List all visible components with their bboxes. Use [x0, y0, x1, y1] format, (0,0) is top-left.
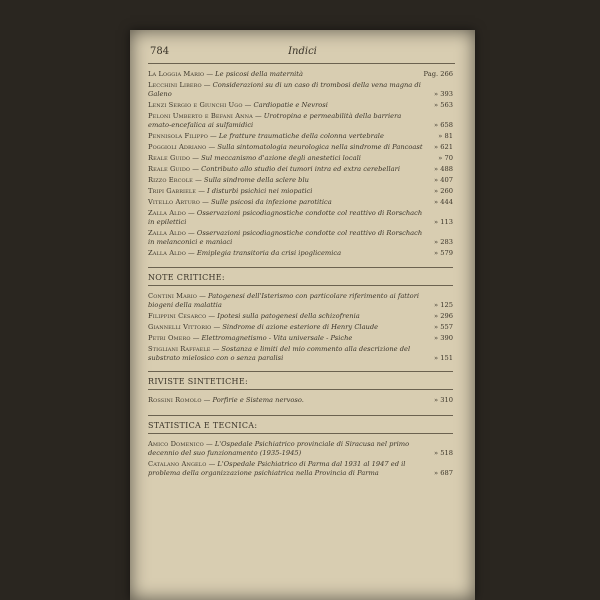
running-title: Indici: [288, 46, 317, 57]
entry-page-number: » 563: [434, 101, 453, 109]
index-group-note-critiche: [148, 292, 453, 363]
entry-title: Considerazioni su di un caso di trombosi della vena magna di Galeno: [148, 81, 421, 98]
entry-title: Ipotesi sulla patogenesi della schizofrenia: [217, 312, 360, 320]
entry-title: Sulla sintomatologia neurologica nella sindrome di Pancoast: [217, 143, 423, 151]
index-entry: Tripi Gabriele — I disturbi psichici nei miopatici » 260: [148, 187, 453, 195]
entry-page-number: » 70: [438, 154, 453, 162]
section-heading-riviste-sintetiche: RIVISTE SINTETICHE:: [148, 377, 248, 386]
section-divider: [148, 285, 453, 286]
entry-author: Filippini Cesarco: [148, 312, 207, 320]
index-entry: Stigliani Raffaele — Sostanza e limiti del mio commento alla descrizione del substrato mielosico con o senza paralisi » 151: [148, 345, 453, 362]
entry-title: Osservazioni psicodiagnostiche condotte col reattivo di Rorschach in epilettici: [148, 209, 423, 226]
entry-page-number: » 81: [438, 132, 453, 140]
entry-page-number: » 260: [434, 187, 453, 195]
section-divider: [148, 267, 453, 268]
index-entry: Catalano Angelo — L'Ospedale Psichiatrico di Parma dal 1931 al 1947 ed il problema della organizzazione psichiatrica nella Provincia di Parma » 687: [148, 460, 453, 477]
entry-author: Reale Guido: [148, 154, 191, 162]
entry-author: Peloni Umberto e Befani Anna: [148, 112, 253, 120]
entry-page-number: Pag. 266: [423, 70, 453, 78]
entry-title: Sul meccanismo d'azione degli anestetici locali: [201, 154, 361, 162]
entry-page-number: » 390: [434, 334, 453, 342]
entry-author: Lecchini Libero: [148, 81, 202, 89]
section-divider: [148, 371, 453, 372]
entry-author: Catalano Angelo: [148, 460, 207, 468]
entry-page-number: » 125: [434, 301, 453, 309]
entry-title: Le psicosi della maternità: [215, 70, 303, 78]
entry-author: Rossini Romolo: [148, 396, 202, 404]
entry-author: Amico Domenico: [148, 440, 204, 448]
index-entry: Zalla Aldo — Osservazioni psicodiagnostiche condotte col reattivo di Rorschach in melanconici e maniaci » 283: [148, 229, 453, 246]
entry-title: L'Ospedale Psichiatrico di Parma dal 1931 al 1947 ed il problema della organizzazione psichiatrica nella Provincia di Parma: [148, 460, 406, 477]
entry-title: Emiplegia transitoria da crisi ipoglicemica: [196, 249, 342, 257]
entry-author: Tripi Gabriele: [148, 187, 197, 195]
header-rule: [148, 63, 455, 64]
entry-title: Sulla sindrome della sclere blu: [203, 176, 309, 184]
section-divider: [148, 415, 453, 416]
entry-title: L'Ospedale Psichiatrico provinciale di Siracusa nel primo decennio del suo funzionamento (1935-1945): [148, 440, 410, 457]
entry-author: Zalla Aldo: [148, 249, 186, 257]
section-divider: [148, 389, 453, 390]
entry-title: Contributo allo studio dei tumori intra ed extra cerebellari: [201, 165, 400, 173]
entry-page-number: » 296: [434, 312, 453, 320]
entry-page-number: » 113: [434, 218, 453, 226]
index-content: [148, 70, 453, 478]
entry-title: Elettromagnetismo - Vita universale - Psiche: [201, 334, 353, 342]
entry-title: Le fratture traumatiche della colonna vertebrale: [218, 132, 384, 140]
entry-page-number: » 283: [434, 238, 453, 246]
index-entry: Amico Domenico — L'Ospedale Psichiatrico provinciale di Siracusa nel primo decennio del suo funzionamento (1935-1945) » 518: [148, 440, 453, 457]
index-entry: Petri Omero — Elettromagnetismo - Vita universale - Psiche » 390: [148, 334, 453, 342]
section-heading-note-critiche: NOTE CRITICHE:: [148, 273, 225, 282]
entry-author: Pennisola Filippo: [148, 132, 208, 140]
index-group-statistica-tecnica: [148, 440, 453, 478]
index-entry: Lecchini Libero — Considerazioni su di un caso di trombosi della vena magna di Galeno » 393: [148, 81, 453, 98]
entry-author: Contini Mario: [148, 292, 197, 300]
index-entry: Vitello Arturo — Sulle psicosi da infezione parotitica » 444: [148, 198, 453, 206]
entry-page-number: » 557: [434, 323, 453, 331]
index-group-main: [148, 70, 453, 258]
index-entry: Lenzi Sergio e Giunchi Ugo — Cardiopatie e Nevrosi » 563: [148, 101, 453, 109]
entry-title: Sostanza e limiti del mio commento alla descrizione del substrato mielosico con o senza paralisi: [148, 345, 411, 362]
book-page: [130, 30, 475, 600]
index-group-riviste-sintetiche: [148, 396, 453, 405]
entry-title: I disturbi psichici nei miopatici: [207, 187, 313, 195]
index-entry: Peloni Umberto e Befani Anna — Urotropina e permeabilità della barriera emato-encefalica ai sulfamidici » 658: [148, 112, 453, 129]
entry-author: Petri Omero: [148, 334, 191, 342]
entry-page-number: » 579: [434, 249, 453, 257]
index-entry: Giannelli Vittorio — Sindrome di azione esteriore di Henry Claude » 557: [148, 323, 453, 331]
entry-page-number: » 444: [434, 198, 453, 206]
entry-page-number: » 488: [434, 165, 453, 173]
entry-author: La Loggia Mario: [148, 70, 205, 78]
entry-page-number: » 393: [434, 90, 453, 98]
index-entry: Filippini Cesarco — Ipotesi sulla patogenesi della schizofrenia » 296: [148, 312, 453, 320]
entry-page-number: » 518: [434, 449, 453, 457]
page-number: 784: [150, 46, 170, 57]
index-entry: Contini Mario — Patogenesi dell'Isterismo con particolare riferimento ai fattori biogeni della malattia » 125: [148, 292, 453, 309]
index-entry: Zalla Aldo — Emiplegia transitoria da crisi ipoglicemica » 579: [148, 249, 453, 257]
page-header: [150, 46, 455, 60]
entry-page-number: » 407: [434, 176, 453, 184]
entry-title: Cardiopatie e Nevrosi: [253, 101, 328, 109]
index-entry: Zalla Aldo — Osservazioni psicodiagnostiche condotte col reattivo di Rorschach in epilettici » 113: [148, 209, 453, 226]
index-entry: La Loggia Mario — Le psicosi della maternità Pag. 266: [148, 70, 453, 78]
entry-page-number: » 687: [434, 469, 453, 477]
entry-author: Zalla Aldo: [148, 229, 186, 237]
index-entry: Poggioli Adriano — Sulla sintomatologia neurologica nella sindrome di Pancoast » 621: [148, 143, 453, 151]
entry-title: Porfirie e Sistema nervoso.: [212, 396, 304, 404]
index-entry: Pennisola Filippo — Le fratture traumatiche della colonna vertebrale » 81: [148, 132, 453, 140]
entry-author: Zalla Aldo: [148, 209, 186, 217]
index-entry: Reale Guido — Contributo allo studio dei tumori intra ed extra cerebellari » 488: [148, 165, 453, 173]
entry-author: Stigliani Raffaele: [148, 345, 211, 353]
entry-title: Sindrome di azione esteriore di Henry Claude: [222, 323, 379, 331]
entry-page-number: » 658: [434, 121, 453, 129]
entry-page-number: » 621: [434, 143, 453, 151]
entry-title: Osservazioni psicodiagnostiche condotte col reattivo di Rorschach in melanconici e maniaci: [148, 229, 423, 246]
entry-author: Rizzo Ercole: [148, 176, 193, 184]
section-heading-statistica-tecnica: STATISTICA E TECNICA:: [148, 421, 258, 430]
entry-author: Reale Guido: [148, 165, 191, 173]
index-entry: Rossini Romolo — Porfirie e Sistema nervoso. » 310: [148, 396, 453, 404]
entry-page-number: » 151: [434, 354, 453, 362]
entry-title: Sulle psicosi da infezione parotitica: [210, 198, 332, 206]
index-entry: Reale Guido — Sul meccanismo d'azione degli anestetici locali » 70: [148, 154, 453, 162]
entry-title: Urotropina e permeabilità della barriera emato-encefalica ai sulfamidici: [148, 112, 402, 129]
entry-author: Giannelli Vittorio: [148, 323, 212, 331]
entry-page-number: » 310: [434, 396, 453, 404]
entry-author: Poggioli Adriano: [148, 143, 207, 151]
entry-author: Lenzi Sergio e Giunchi Ugo: [148, 101, 243, 109]
entry-title: Patogenesi dell'Isterismo con particolare riferimento ai fattori biogeni della malattia: [148, 292, 420, 309]
section-divider: [148, 433, 453, 434]
index-entry: Rizzo Ercole — Sulla sindrome della sclere blu » 407: [148, 176, 453, 184]
entry-author: Vitello Arturo: [148, 198, 200, 206]
